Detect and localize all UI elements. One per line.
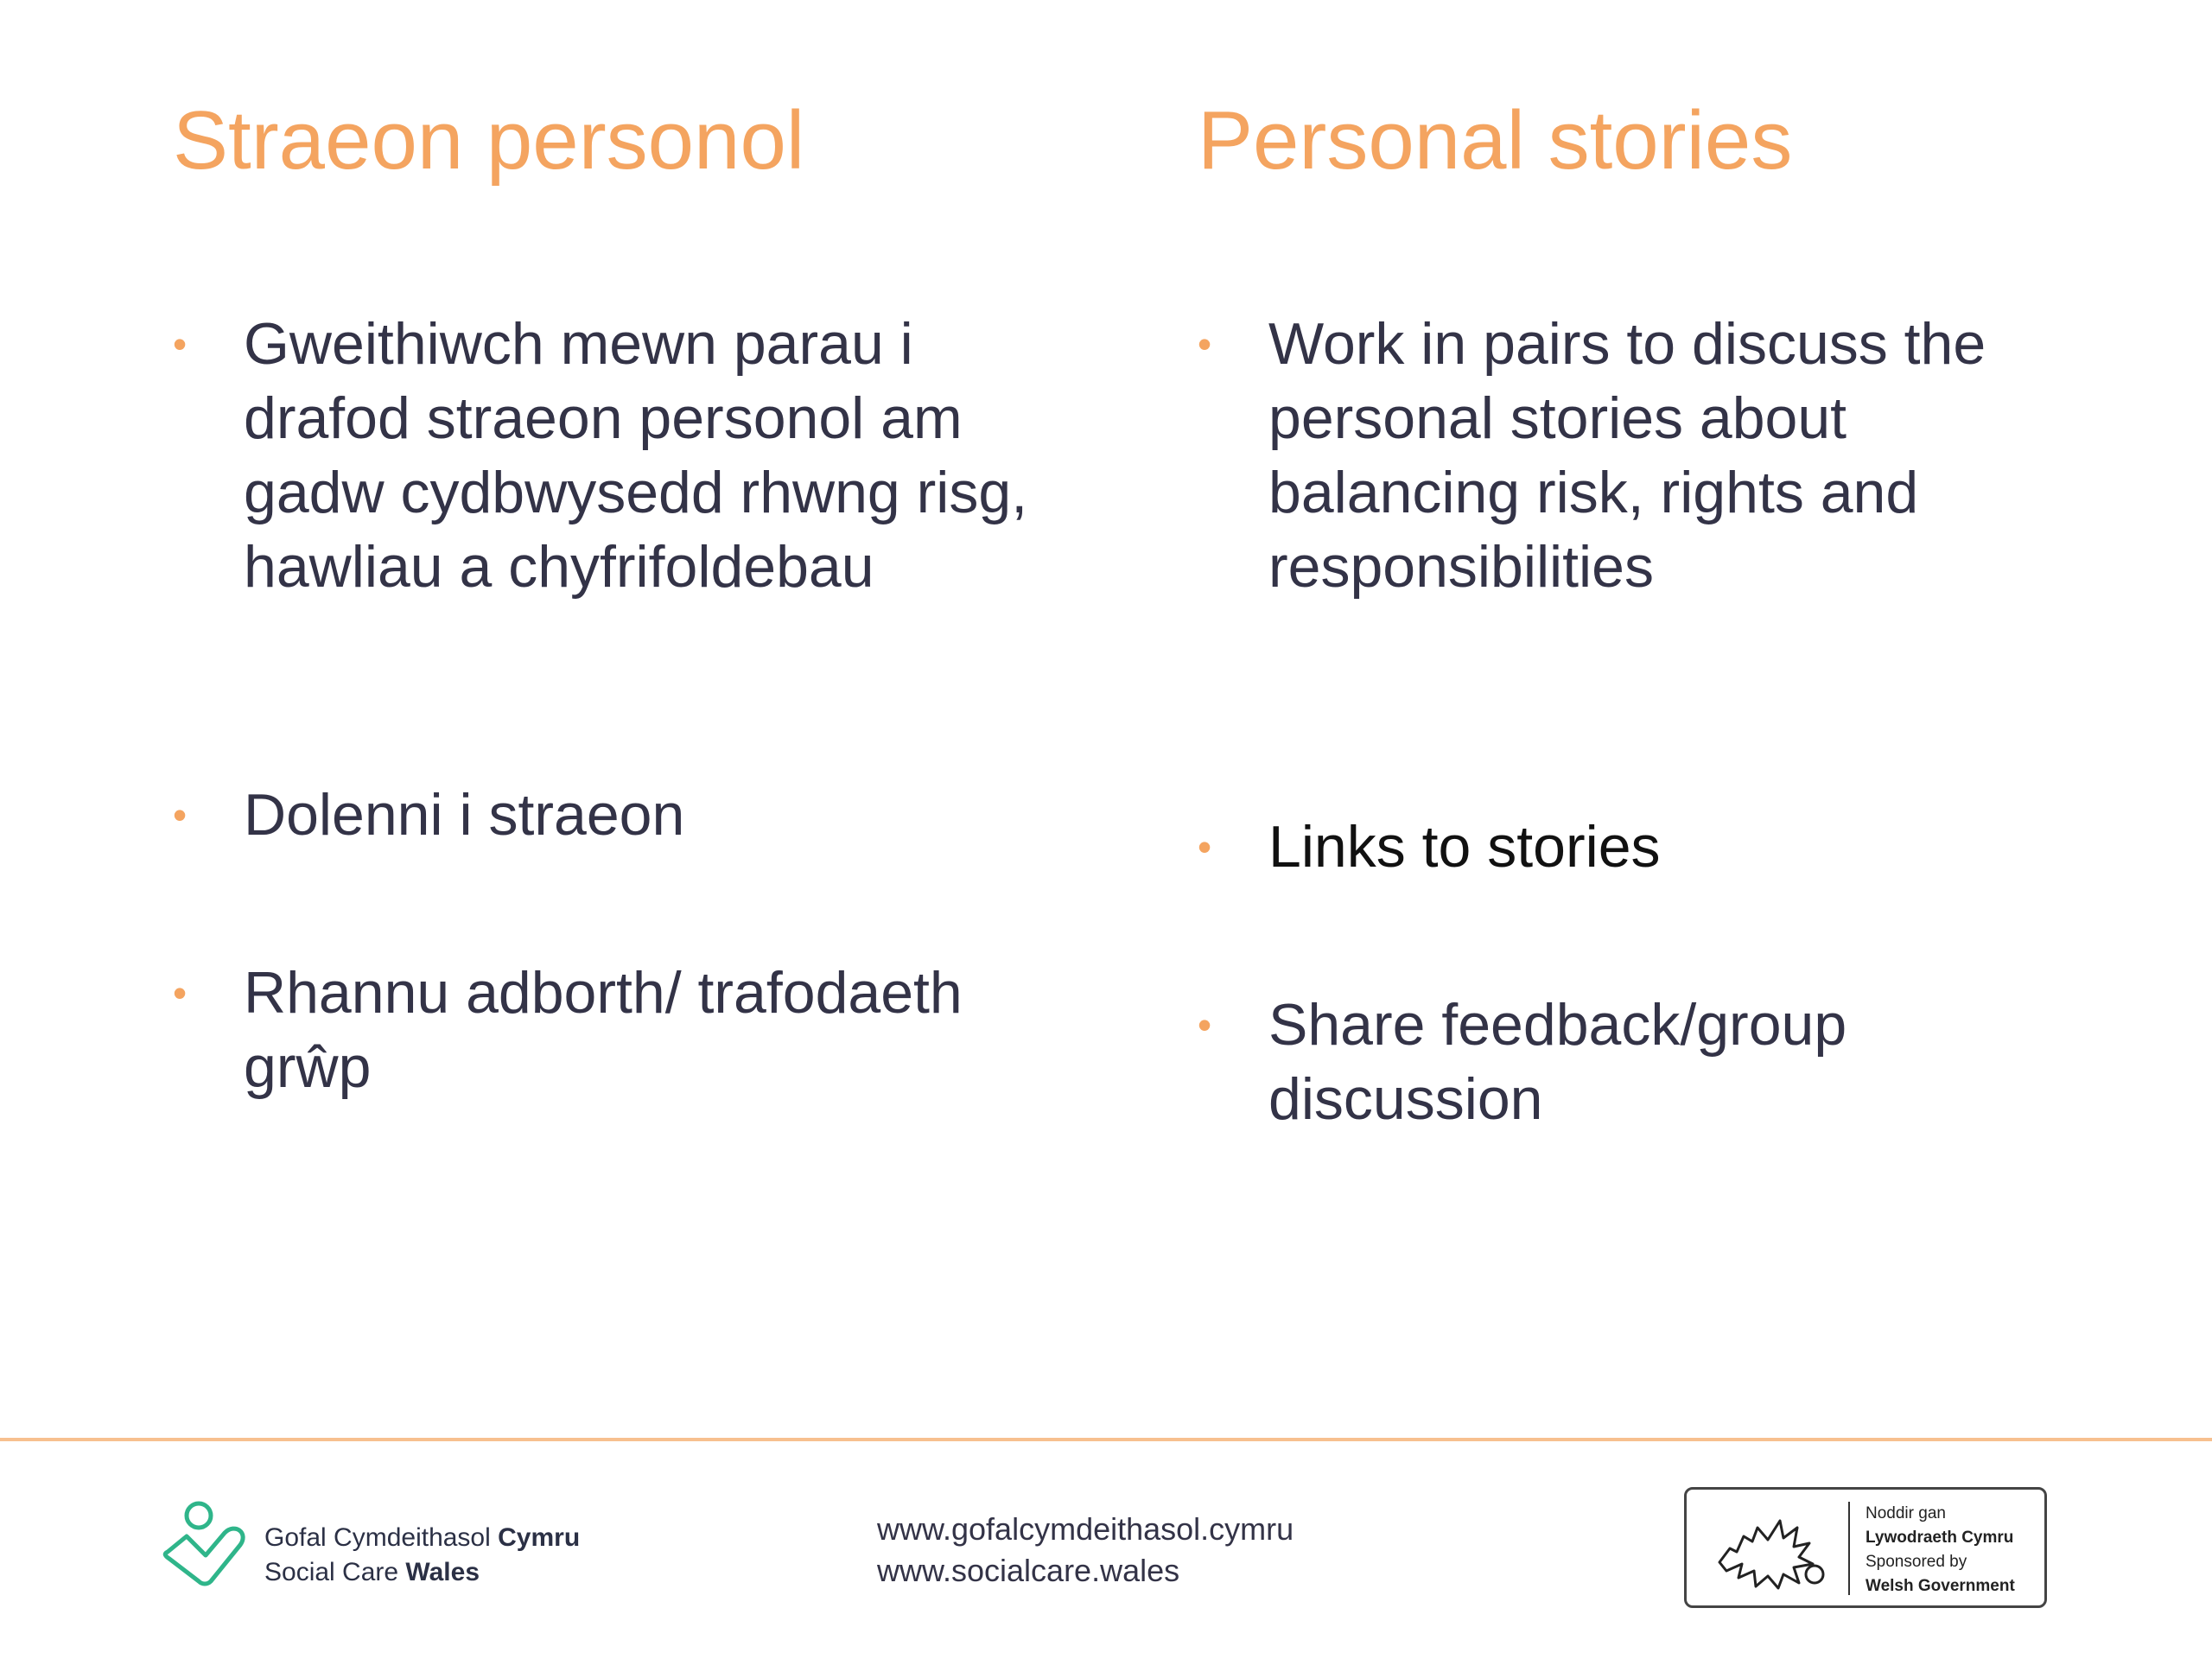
welsh-bullet-1 <box>173 307 1046 604</box>
english-bullet-3 <box>1198 988 2070 1136</box>
scw-brand-text: Gofal Cymdeithasol Cymru Social Care Wales <box>264 1523 581 1586</box>
bullet-dot-icon: • <box>1198 1002 1212 1047</box>
bullet-dot-icon: • <box>173 321 188 366</box>
url-welsh-link[interactable]: www.gofalcymdeithasol.cymru <box>877 1511 1294 1547</box>
bullet-dot-icon: • <box>173 792 188 837</box>
social-care-wales-logo <box>161 1498 610 1593</box>
bullet-dot-icon: • <box>173 970 188 1015</box>
bullet-dot-icon: • <box>1198 824 1212 869</box>
footer-urls <box>877 1509 1294 1592</box>
english-bullet-2 <box>1198 810 2070 884</box>
english-bullet-1-text: Work in pairs to discuss the personal stories about balancing risk, rights and responsibilities <box>1268 311 1986 600</box>
welsh-dragon-icon <box>1704 1502 1834 1597</box>
url-english-link[interactable]: www.socialcare.wales <box>877 1553 1180 1588</box>
bullet-dot-icon: • <box>1198 321 1212 366</box>
badge-divider <box>1848 1502 1850 1595</box>
english-bullet-3-text: Share feedback/group discussion <box>1268 992 1847 1132</box>
welsh-bullet-1-text: Gweithiwch mewn parau i drafod straeon personol am gadw cydbwysedd rhwng risg, hawliau a chyfrifoldebau <box>244 311 1028 600</box>
sponsor-text: Noddir gan Lywodraeth Cymru Sponsored by Welsh Government <box>1866 1504 2015 1595</box>
english-bullet-1 <box>1198 307 2070 604</box>
scw-mark-icon <box>161 1498 256 1593</box>
english-title: Personal stories <box>1198 94 1793 187</box>
welsh-bullet-2 <box>173 778 1046 852</box>
welsh-bullet-3-text: Rhannu adborth/ trafodaeth grŵp <box>244 960 963 1100</box>
welsh-government-badge <box>1684 1487 2047 1608</box>
welsh-bullet-3 <box>173 956 1046 1104</box>
welsh-title: Straeon personol <box>173 94 805 187</box>
footer-divider <box>0 1438 2212 1441</box>
english-bullet-2-text: Links to stories <box>1268 814 1661 880</box>
welsh-bullet-2-text: Dolenni i straeon <box>244 782 685 848</box>
